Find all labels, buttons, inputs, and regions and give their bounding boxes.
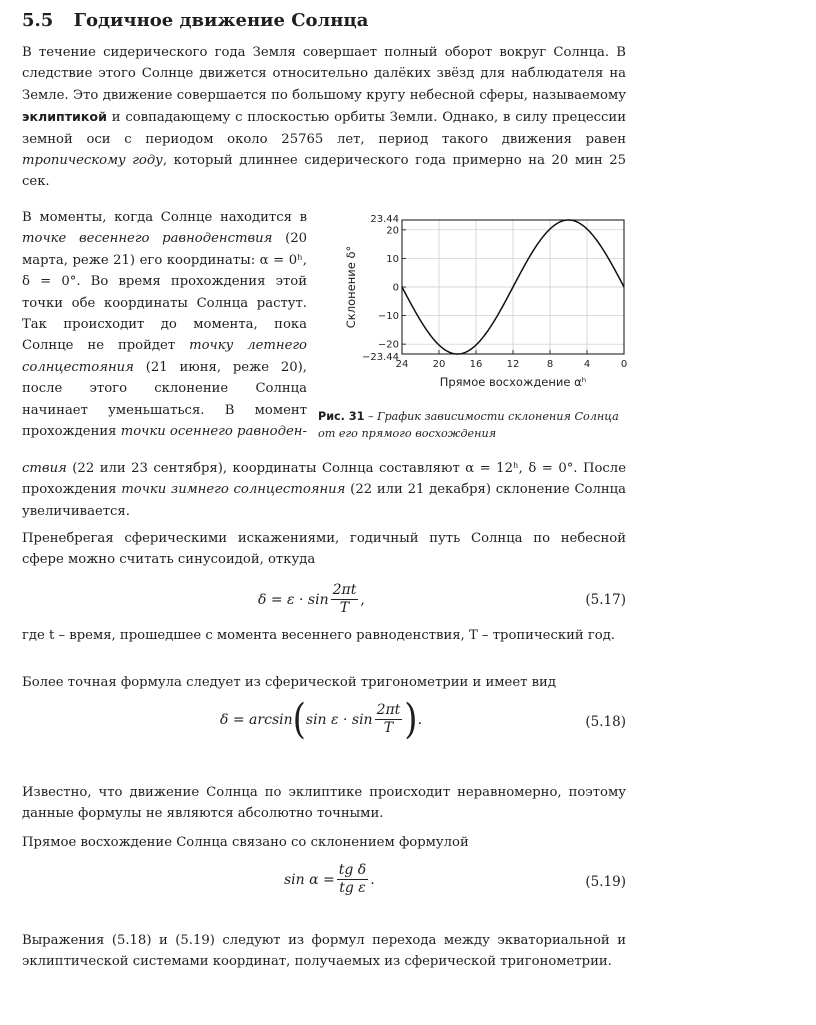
declination-chart (327, 214, 633, 404)
equation-body (220, 695, 423, 744)
equation-number: (5.18) (585, 714, 626, 730)
data-point (411, 304, 412, 305)
section-title: Годичное движение Солнца (73, 10, 369, 31)
data-point (605, 253, 606, 254)
text-run: В моменты, когда Солнце находится в (22, 210, 307, 225)
data-point (559, 222, 560, 223)
data-point (457, 353, 458, 354)
x-tick-label: 0 (620, 359, 628, 370)
denominator: tg ε (339, 880, 366, 896)
left-paren: ( (292, 695, 306, 744)
equation-punct: . (417, 711, 423, 728)
text-run: В течение сидерического года Земля совершает полный оборот вокруг Солнца. В следствие этого Солнце движется относительно далёких звёзд для наблюдателя на Земле. Это движение совершается по большому кругу небесной сферы, называемому (22, 45, 626, 103)
fraction (337, 862, 368, 897)
y-tick-label: 23.44 (370, 214, 399, 225)
data-point (586, 228, 587, 229)
denominator: T (339, 600, 350, 616)
data-point (503, 304, 504, 305)
caption-text: – График зависимости склонения Солнца от его прямого восхождения (318, 410, 619, 440)
data-point (420, 320, 421, 321)
x-tick-label: 16 (469, 359, 483, 370)
fraction (331, 582, 359, 617)
y-tick-label: −23.44 (361, 352, 399, 363)
data-point (614, 269, 615, 270)
equation-5-18 (22, 695, 626, 748)
data-point (577, 222, 578, 223)
equation-number: (5.17) (585, 592, 626, 608)
paragraph-coordinate-transform: Выражения (5.18) и (5.19) следуют из формул перехода между экваториальной и эклиптической системами координат, получаемых из сферической тригонометрии. (22, 933, 626, 970)
equation-lhs: sin α = (284, 871, 335, 888)
data-point (401, 286, 402, 287)
data-point (512, 286, 513, 287)
equation-body (258, 582, 365, 617)
data-point (438, 344, 439, 345)
x-tick-label: 24 (395, 359, 409, 370)
y-axis-label: Склонение δ° (344, 245, 358, 329)
paragraph-definitions: где t – время, прошедшее с момента весеннего равноденствия, T – тропический год. (22, 628, 616, 643)
term-tropical-year: тропическому году (22, 153, 163, 169)
data-point (596, 239, 597, 240)
x-tick-label: 20 (432, 359, 446, 370)
term-summer-solstice: точку летнего солнцестояния (22, 338, 307, 375)
section-heading (22, 10, 368, 31)
term-ecliptic: эклиптикой (22, 109, 107, 125)
text-run: (20 марта, реже 21) его координаты: α = 0ʰ, δ = 0°. Во время прохождения этой точки обе координаты Солнца растут. Так происходит до момента, пока Солнце не пройдет (22, 231, 307, 354)
text-run: (22 или 21 декабря) склонение Солнца увеличивается. (22, 482, 626, 519)
equation-punct: , (360, 591, 365, 608)
data-point (494, 320, 495, 321)
equation-lhs: δ = arcsin (220, 711, 293, 728)
y-tick-label: −20 (377, 339, 399, 351)
fraction (375, 702, 403, 737)
data-point (429, 334, 430, 335)
y-tick-label: −10 (377, 311, 399, 323)
y-tick-label: 0 (392, 282, 399, 294)
term-autumn-equinox-end: ствия (22, 461, 67, 476)
equation-5-17 (22, 582, 626, 622)
section-number: 5.5 (22, 10, 54, 31)
caption-label: Рис. 31 (318, 410, 365, 423)
equation-inner: sin ε · sin (305, 711, 373, 728)
data-point (448, 351, 449, 352)
equation-5-19 (22, 862, 626, 902)
text-run: , который длиннее сидерического года примерно на 20 мин 25 сек. (22, 153, 626, 190)
term-vernal-equinox: точке весеннего равноденствия (22, 231, 273, 247)
text-run: (22 или 23 сентября), координаты Солнца составляют α = 12ʰ, δ = 0°. После прохождения (22, 461, 626, 498)
paragraph-equinox-continued (22, 458, 626, 522)
term-winter-solstice: точки зимнего солнцестояния (121, 482, 346, 498)
paragraph-right-ascension: Прямое восхождение Солнца связано со склонением формулой (22, 835, 469, 850)
y-tick-label: 20 (386, 225, 399, 237)
x-axis-label: Прямое восхождение αʰ (439, 375, 587, 389)
paragraph-sidereal-year (22, 42, 626, 193)
equation-punct: . (370, 871, 375, 888)
data-point (531, 253, 532, 254)
text-run: (21 июня, реже 20), после этого склонение Солнца начинает уменьшаться. В момент прохождения (22, 359, 307, 440)
data-point (549, 228, 550, 229)
text-run: и совпадающему с плоскостью орбиты Земли. Однако, в силу прецессии земной оси с периодом около 25765 лет, период такого движения равен (22, 110, 626, 147)
equation-lhs: δ = ε · sin (258, 591, 329, 608)
paragraph-sinusoid: Пренебрегая сферическими искажениями, годичный путь Солнца по небесной сфере можно считать синусоидой, откуда (22, 531, 626, 568)
data-point (485, 334, 486, 335)
data-point (623, 286, 624, 287)
x-tick-label: 8 (546, 359, 554, 370)
numerator: 2πt (332, 582, 357, 598)
equation-body (284, 862, 375, 897)
equation-number: (5.19) (585, 874, 626, 890)
data-point (466, 351, 467, 352)
denominator: T (383, 720, 394, 736)
term-autumn-equinox: точки осеннего равноден- (120, 424, 307, 440)
x-tick-label: 12 (506, 359, 520, 370)
data-point (568, 219, 569, 220)
data-point (540, 239, 541, 240)
paragraph-exact-formula: Более точная формула следует из сферической тригонометрии и имеет вид (22, 675, 556, 690)
numerator: 2πt (376, 702, 401, 718)
paragraph-equinox-wrap (22, 207, 307, 442)
figure-caption (318, 408, 626, 442)
data-point (475, 344, 476, 345)
paragraph-nonuniform: Известно, что движение Солнца по эклиптике происходит неравномерно, поэтому данные формулы не являются абсолютно точными. (22, 785, 626, 822)
data-point (522, 269, 523, 270)
numerator: tg δ (338, 862, 367, 878)
x-tick-label: 4 (583, 359, 591, 370)
y-tick-label: 10 (386, 253, 399, 265)
right-paren: ) (404, 695, 418, 744)
